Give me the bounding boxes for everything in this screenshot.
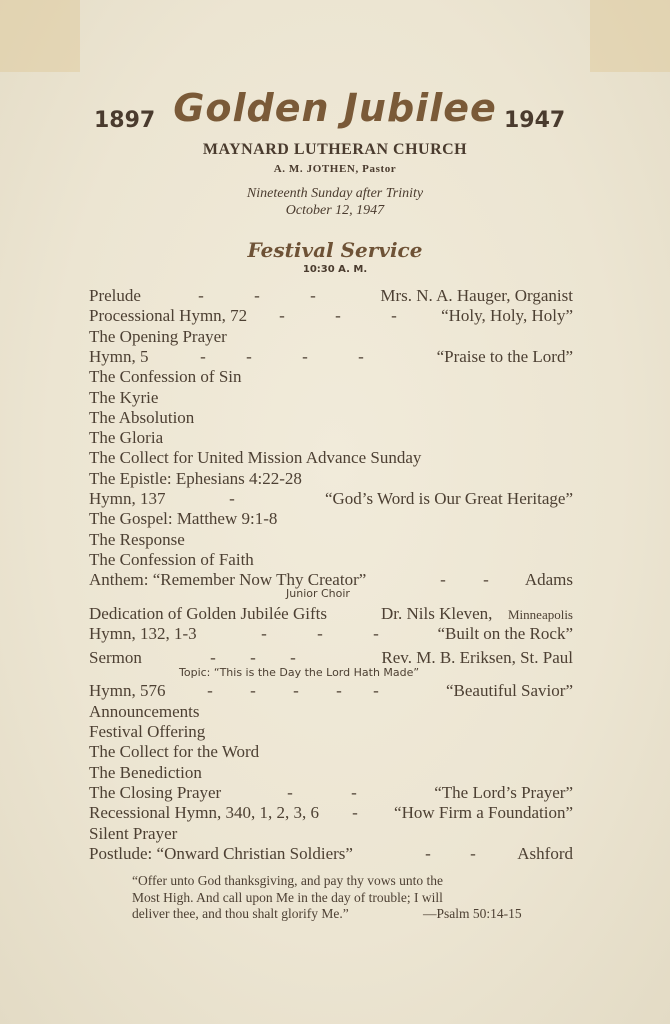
item-label: The Benediction: [89, 763, 202, 782]
item-label: Hymn, 5: [89, 347, 149, 366]
leader-dash: -: [210, 648, 216, 667]
service-time: 10:30 A. M.: [302, 264, 368, 275]
scripture-quote-line: Most High. And call upon Me in the day of trouble; I will: [132, 890, 443, 905]
program-item-opening-prayer: [89, 327, 573, 349]
scripture-quote-line: deliver thee, and thou shalt glorify Me.”: [132, 906, 349, 921]
program-item-processional: [89, 306, 573, 328]
leader-dash: -: [373, 624, 379, 643]
program-item-response: [89, 530, 573, 552]
item-label: The Opening Prayer: [89, 327, 227, 346]
item-label: Silent Prayer: [89, 824, 178, 843]
program-item-recessional: [89, 803, 573, 825]
leader-dash: -: [200, 347, 206, 366]
scripture-quote-line: “Offer unto God thanksgiving, and pay thy vows unto the: [132, 873, 443, 888]
leader-dash: -: [425, 844, 431, 863]
item-label: Hymn, 576: [89, 681, 166, 700]
item-detail: “Built on the Rock”: [437, 624, 573, 643]
program-item-dedication: [89, 604, 573, 626]
program-item-announcements: [89, 702, 573, 724]
item-label: Announcements: [89, 702, 200, 721]
leader-dash: -: [198, 286, 204, 305]
item-detail: “Praise to the Lord”: [436, 347, 573, 366]
leader-dash: -: [317, 624, 323, 643]
leader-dash: -: [440, 570, 446, 589]
item-label: The Gospel: Matthew 9:1-8: [89, 509, 278, 528]
service-heading: Festival Service: [247, 238, 423, 262]
leader-dash: -: [250, 681, 256, 700]
program-item-offering: [89, 722, 573, 744]
program-item-gloria: [89, 428, 573, 450]
item-label: The Collect for United Mission Advance Sunday: [89, 448, 422, 467]
item-detail: “The Lord’s Prayer”: [434, 783, 573, 802]
liturgical-day: Nineteenth Sunday after Trinity: [246, 186, 424, 201]
item-label: The Response: [89, 530, 185, 549]
tape-mark-right: [590, 0, 670, 72]
item-label: Recessional Hymn, 340, 1, 2, 3, 6: [89, 803, 319, 822]
program-item-hymn-137: [89, 489, 573, 511]
item-label: Prelude: [89, 286, 141, 305]
item-label: Sermon: [89, 648, 142, 667]
program-item-confession-faith: [89, 550, 573, 572]
leader-dash: -: [336, 681, 342, 700]
program-item-kyrie: [89, 388, 573, 410]
item-label: Festival Offering: [89, 722, 206, 741]
program-item-hymn-576: [89, 681, 573, 703]
item-detail: “God’s Word is Our Great Heritage”: [324, 489, 573, 508]
leader-dash: -: [246, 347, 252, 366]
leader-dash: -: [358, 347, 364, 366]
leader-dash: -: [352, 803, 358, 822]
leader-dash: -: [483, 570, 489, 589]
leader-dash: -: [279, 306, 285, 325]
item-detail: Adams: [524, 570, 573, 589]
item-detail: Mrs. N. A. Hauger, Organist: [380, 286, 573, 305]
program-item-collect-mission: [89, 448, 573, 470]
church-name: MAYNARD LUTHERAN CHURCH: [202, 141, 468, 158]
leader-dash: -: [302, 347, 308, 366]
program-item-epistle: [89, 469, 573, 491]
scripture-citation: —Psalm 50:14-15: [423, 906, 522, 921]
item-detail-location: Minneapolis: [508, 607, 573, 622]
year-end: 1947: [504, 108, 566, 133]
service-date: October 12, 1947: [285, 203, 385, 218]
item-label: Hymn, 137: [89, 489, 166, 508]
year-start: 1897: [94, 108, 156, 133]
program-item-hymn-5: [89, 347, 573, 369]
leader-dash: -: [310, 286, 316, 305]
item-label: Processional Hymn, 72: [89, 306, 248, 325]
leader-dash: -: [290, 648, 296, 667]
leader-dash: -: [250, 648, 256, 667]
item-detail: “Holy, Holy, Holy”: [441, 306, 573, 325]
leader-dash: -: [229, 489, 235, 508]
item-detail: “How Firm a Foundation”: [394, 803, 573, 822]
item-label: The Confession of Sin: [89, 367, 242, 386]
program-item-collect-word: [89, 742, 573, 764]
sermon-topic: Topic: “This is the Day the Lord Hath Made”: [179, 666, 420, 679]
leader-dash: -: [373, 681, 379, 700]
pastor-name: A. M. JOTHEN, Pastor: [273, 163, 397, 175]
item-label: The Gloria: [89, 428, 164, 447]
anthem-performer: Junior Choir: [286, 587, 350, 600]
program-item-gospel: [89, 509, 573, 531]
page-title: Golden Jubilee: [173, 86, 497, 130]
item-label: Postlude: “Onward Christian Soldiers”: [89, 844, 353, 863]
program-item-prelude: [89, 286, 573, 308]
item-label: Hymn, 132, 1-3: [89, 624, 197, 643]
item-label: The Absolution: [89, 408, 195, 427]
item-label: The Closing Prayer: [89, 783, 222, 802]
leader-dash: -: [293, 681, 299, 700]
leader-dash: -: [351, 783, 357, 802]
leader-dash: -: [287, 783, 293, 802]
item-detail: Ashford: [517, 844, 573, 863]
item-detail: “Beautiful Savior”: [446, 681, 573, 700]
program-item-absolution: [89, 408, 573, 430]
item-label: The Epistle: Ephesians 4:22-28: [89, 469, 302, 488]
program-item-confession-sin: [89, 367, 573, 389]
item-detail: Rev. M. B. Eriksen, St. Paul: [381, 648, 573, 667]
item-detail: Dr. Nils Kleven,: [381, 604, 493, 623]
item-label: The Confession of Faith: [89, 550, 254, 569]
leader-dash: -: [335, 306, 341, 325]
item-label: The Kyrie: [89, 388, 159, 407]
leader-dash: -: [391, 306, 397, 325]
tape-mark-left: [0, 0, 80, 72]
program-item-silent-prayer: [89, 824, 573, 846]
item-label: Dedication of Golden Jubilée Gifts: [89, 604, 327, 623]
item-label: Anthem: “Remember Now Thy Creator”: [89, 570, 367, 589]
leader-dash: -: [254, 286, 260, 305]
item-label: The Collect for the Word: [89, 742, 260, 761]
program-item-hymn-132: [89, 624, 573, 646]
program-item-postlude: [89, 844, 573, 866]
leader-dash: -: [470, 844, 476, 863]
leader-dash: -: [207, 681, 213, 700]
program-item-closing-prayer: [89, 783, 573, 805]
leader-dash: -: [261, 624, 267, 643]
program-item-benediction: [89, 763, 573, 785]
